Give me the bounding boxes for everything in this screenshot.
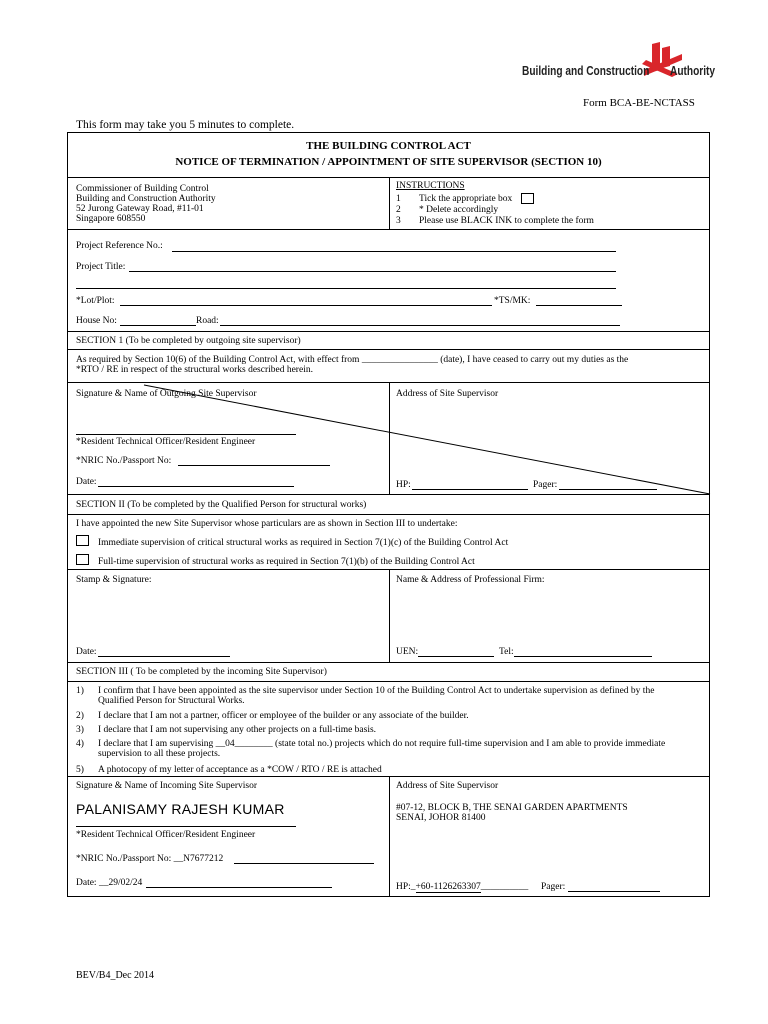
incoming-sig-label: Signature & Name of Incoming Site Supervisor: [76, 781, 257, 791]
outgoing-nric-label: *NRIC No./Passport No:: [76, 456, 172, 466]
declaration-1-num: 1): [76, 686, 84, 696]
incoming-pager-label: Pager:: [541, 882, 566, 892]
incoming-hp-value[interactable]: +60-1126263307: [415, 882, 481, 892]
declaration-3-num: 3): [76, 725, 84, 735]
declaration-5-num: 5): [76, 765, 84, 775]
declaration-2: I declare that I am not a partner, officer or employee of the builder or any associate of the builder.: [98, 711, 469, 721]
commissioner-address: Commissioner of Building Control Building and Construction Authority 52 Jurong Gateway Road, #11-01 Singapore 608550: [76, 184, 216, 224]
outgoing-hp-label: HP:: [396, 480, 411, 490]
stamp-sig-label: Stamp & Signature:: [76, 575, 152, 585]
declaration-1: I confirm that I have been appointed as the site supervisor under Section 10 of the Building Control Act to undertake supervision as defined by the: [98, 686, 655, 696]
house-no-label: House No:: [76, 316, 117, 326]
incoming-address-line2[interactable]: SENAI, JOHOR 81400: [396, 813, 486, 823]
tel-label: Tel:: [499, 647, 514, 657]
section2-intro: I have appointed the new Site Supervisor whose particulars are as shown in Section III to undertake:: [76, 519, 458, 529]
divider: [67, 514, 710, 515]
instruction-2-num: 2: [396, 205, 401, 215]
incoming-sig-field: [76, 826, 296, 827]
incoming-date: [76, 878, 142, 889]
incoming-nric: [76, 854, 223, 865]
form-code: Form BCA-BE-NCTASS: [583, 97, 695, 109]
section1-heading: SECTION 1 (To be completed by outgoing site supervisor): [76, 336, 301, 346]
outgoing-pager-label: Pager:: [533, 480, 558, 490]
declaration-4-text-a: I declare that I am supervising __: [98, 739, 226, 749]
logo-text-left: Building and Construction: [522, 63, 650, 78]
project-ref-label: Project Reference No.:: [76, 241, 163, 251]
incoming-addr-label: Address of Site Supervisor: [396, 781, 499, 791]
outgoing-sig-label: Signature & Name of Outgoing Site Supervisor: [76, 389, 257, 399]
divider: [67, 681, 710, 682]
qp-date-field[interactable]: [98, 656, 230, 657]
incoming-nric-field: [234, 863, 374, 864]
incoming-hp-tail: __________: [480, 882, 529, 892]
project-title-label: Project Title:: [76, 262, 126, 272]
divider: [389, 776, 390, 896]
section2-heading: SECTION II (To be completed by the Qualified Person for structural works): [76, 500, 367, 510]
option2-label: Full-time supervision of structural works as required in Section 7(1)(b) of the Building Control Act: [98, 557, 475, 567]
incoming-date-field: [146, 887, 332, 888]
instruction-3: Please use BLACK INK to complete the form: [419, 216, 594, 226]
incoming-supervisor-name[interactable]: PALANISAMY RAJESH KUMAR: [76, 801, 285, 817]
instruction-3-num: 3: [396, 216, 401, 226]
ts-mk-label: *TS/MK:: [494, 296, 531, 306]
road-label: Road:: [196, 316, 219, 326]
declaration-2-num: 2): [76, 711, 84, 721]
instruction-1: Tick the appropriate box: [419, 194, 513, 204]
logo-text-right: Authority: [670, 63, 716, 78]
time-note: This form may take you 5 minutes to complete.: [76, 119, 295, 131]
divider: [67, 662, 710, 663]
qp-date-label: Date:: [76, 647, 97, 657]
declaration-1-cont: Qualified Person for Structural Works.: [98, 696, 245, 706]
section1-text-line2: *RTO / RE in respect of the structural works described herein.: [76, 365, 313, 375]
option1-label: Immediate supervision of critical structural works as required in Section 7(1)(c) of the Building Control Act: [98, 538, 509, 548]
tel-field[interactable]: [514, 656, 652, 657]
declaration-3: I declare that I am not supervising any other projects on a full-time basis.: [98, 725, 377, 735]
projects-count-value[interactable]: 04: [225, 739, 235, 749]
uen-label: UEN:: [396, 647, 419, 657]
declaration-4-text-b: ________ (state total no.) projects which do not require full-time supervision and I am able to provide immediate: [234, 739, 666, 749]
section1-text-line1: As required by Section 10(6) of the Building Control Act, with effect from ________________ (date), I have ceased to carry out my duties as the: [76, 355, 629, 365]
form-title-line2: NOTICE OF TERMINATION / APPOINTMENT OF SITE SUPERVISOR (SECTION 10): [175, 156, 602, 168]
incoming-date-value[interactable]: 29/02/24: [108, 878, 143, 888]
divider: [67, 494, 710, 495]
incoming-address-line1[interactable]: #07-12, BLOCK B, THE SENAI GARDEN APARTMENTS: [396, 803, 628, 813]
incoming-hp: [396, 882, 528, 893]
incoming-rto-label: *Resident Technical Officer/Resident Engineer: [76, 830, 256, 840]
form-title-line1: THE BUILDING CONTROL ACT: [306, 140, 471, 152]
incoming-nric-label: *NRIC No./Passport No: __: [76, 854, 184, 864]
firm-label: Name & Address of Professional Firm:: [396, 575, 545, 585]
incoming-hp-label: HP:_: [396, 882, 416, 892]
incoming-date-label: Date: __: [76, 878, 109, 888]
section3-heading: SECTION III ( To be completed by the incoming Site Supervisor): [76, 667, 327, 677]
option2-checkbox[interactable]: [76, 554, 89, 565]
footer-code: BEV/B4_Dec 2014: [76, 970, 155, 981]
incoming-nric-value[interactable]: N7677212: [183, 854, 224, 864]
outgoing-addr-label: Address of Site Supervisor: [396, 389, 499, 399]
outgoing-date-label: Date:: [76, 477, 97, 487]
declaration-4-cont: supervision to all these projects.: [98, 749, 221, 759]
instructions-heading: INSTRUCTIONS: [396, 181, 465, 191]
declaration-5: A photocopy of my letter of acceptance as a *COW / RTO / RE is attached: [98, 765, 382, 775]
lot-plot-label: *Lot/Plot:: [76, 296, 115, 306]
declaration-4-num: 4): [76, 739, 84, 749]
incoming-pager-field[interactable]: [568, 891, 660, 892]
option1-checkbox[interactable]: [76, 535, 89, 546]
outgoing-rto-label: *Resident Technical Officer/Resident Engineer: [76, 437, 256, 447]
divider: [389, 569, 390, 662]
uen-field[interactable]: [418, 656, 494, 657]
instruction-1-num: 1: [396, 194, 401, 204]
instruction-2: * Delete accordingly: [419, 205, 499, 215]
